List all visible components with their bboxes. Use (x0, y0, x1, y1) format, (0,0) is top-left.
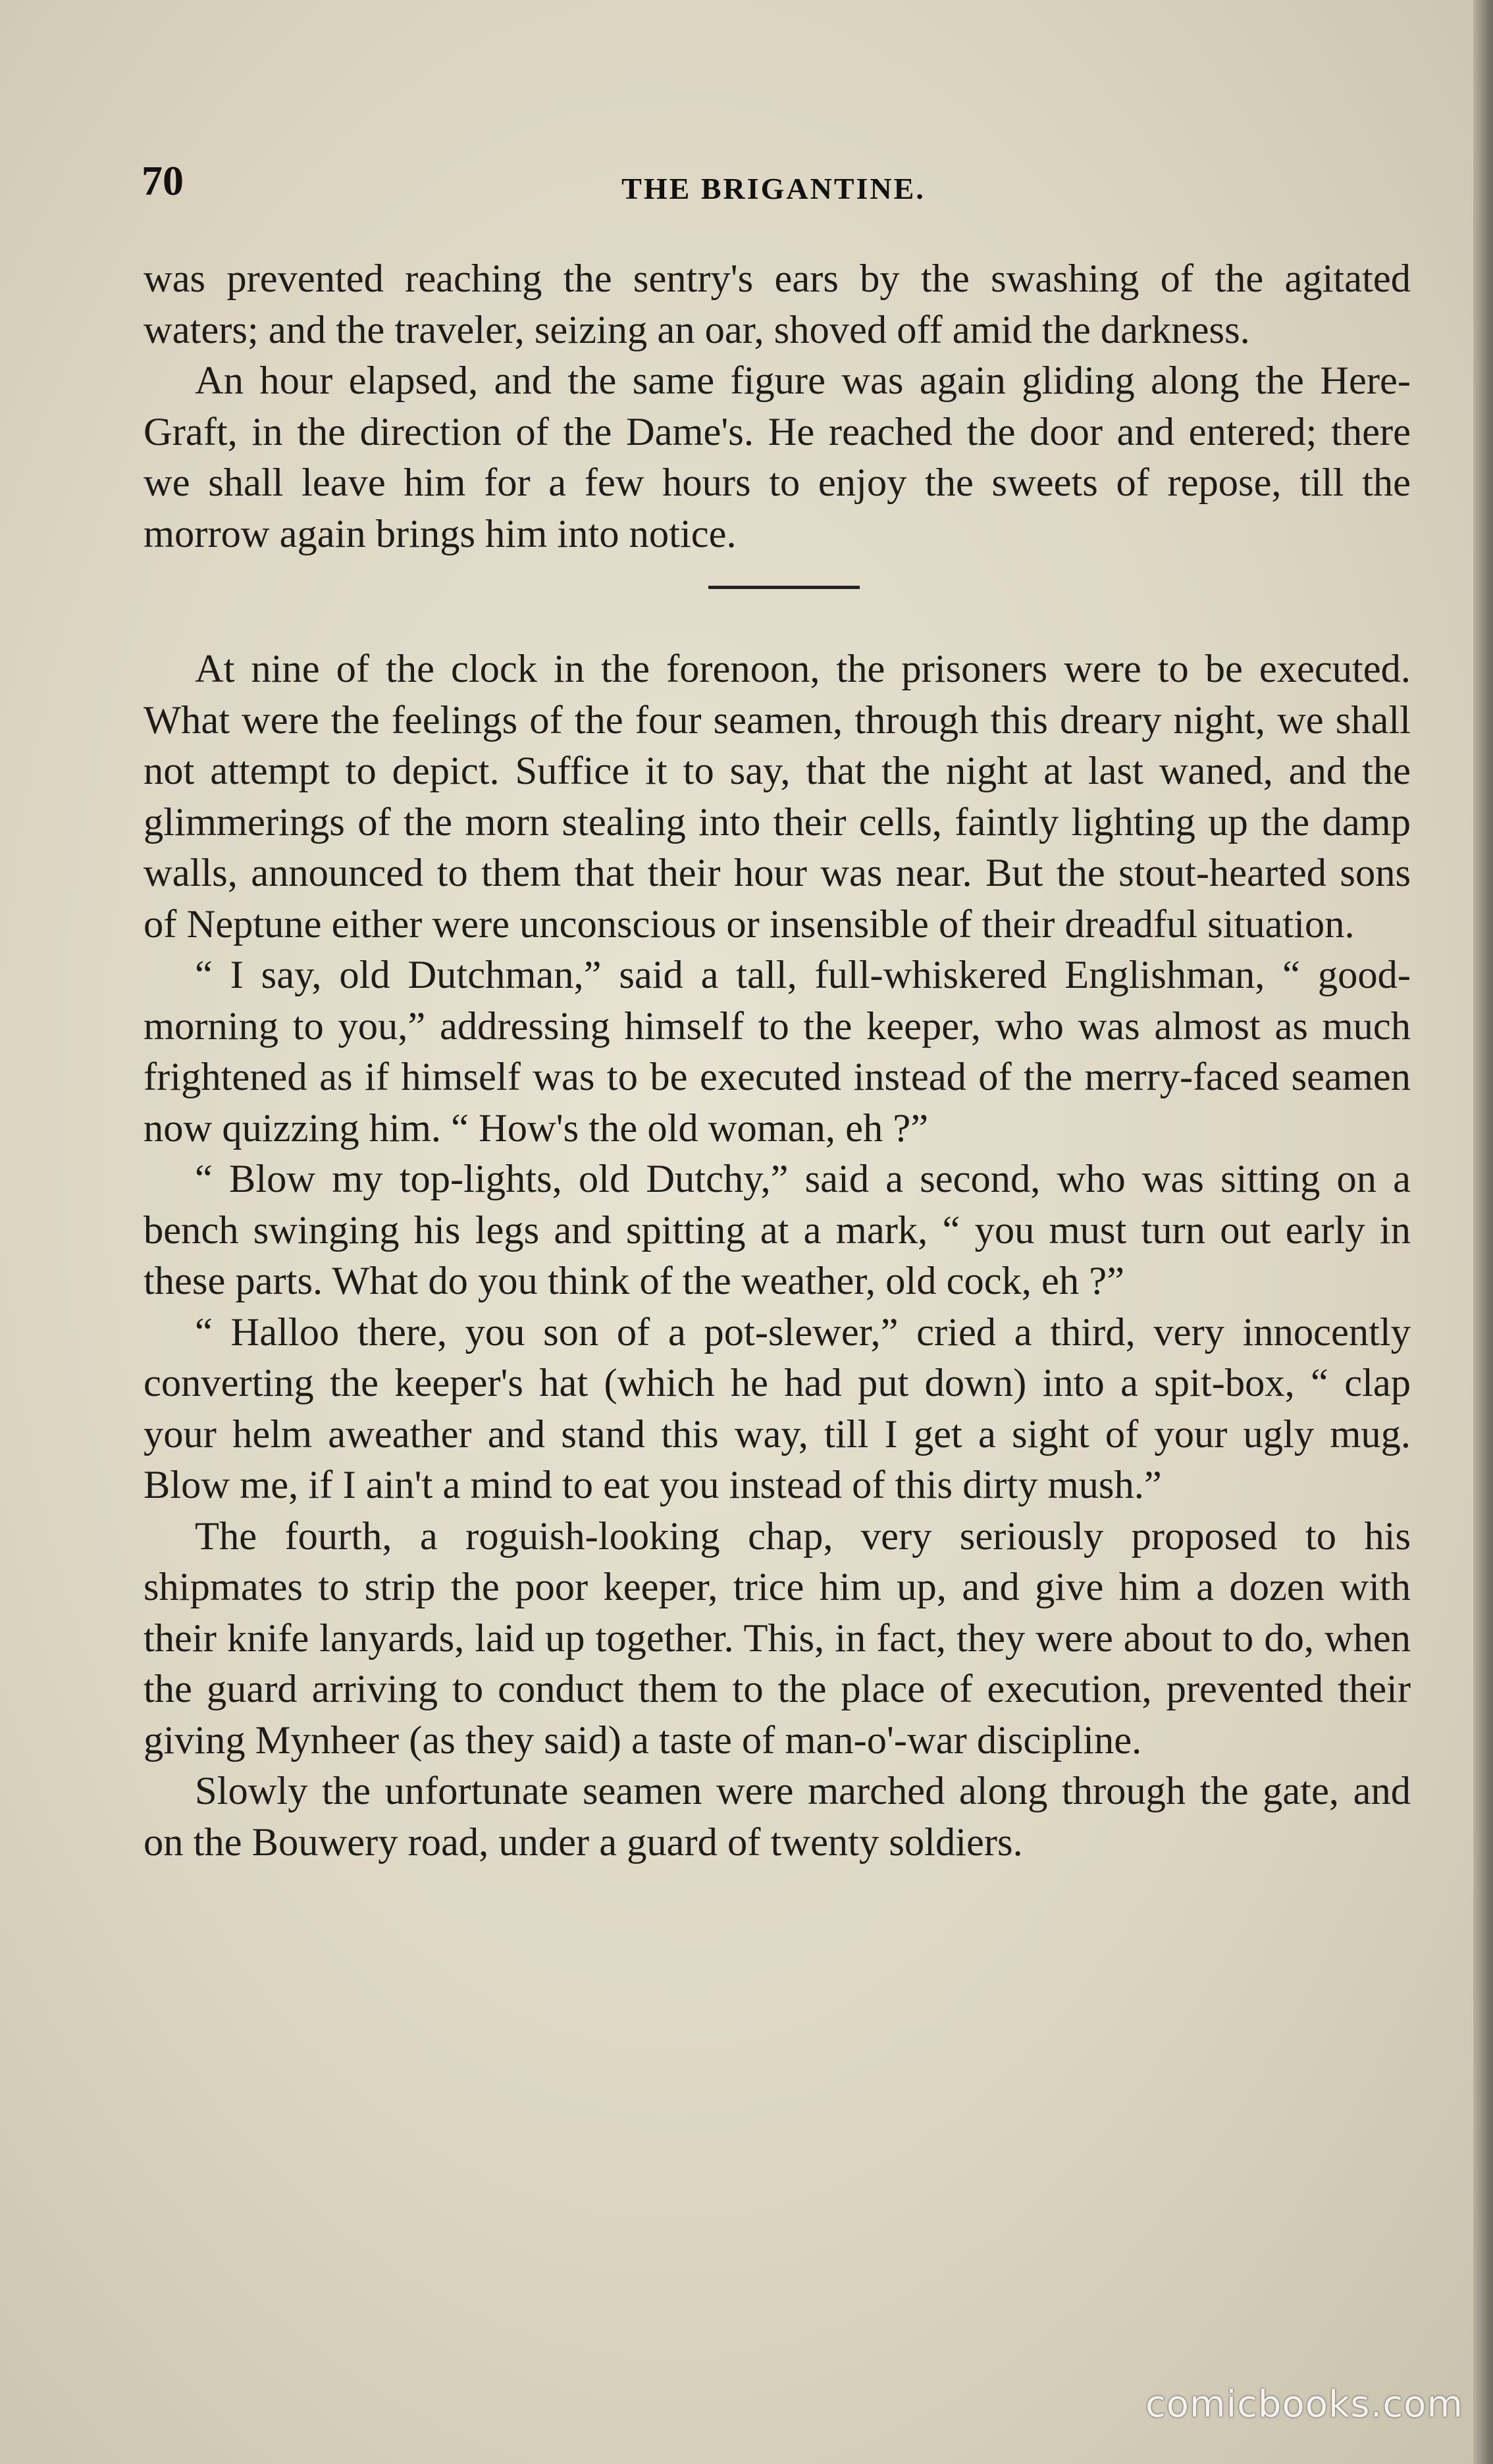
paragraph: The fourth, a roguish-looking chap, very seriously proposed to his shipmates to strip the poor keeper, trice him up, and give him a dozen with their knife lanyards, laid up together. This, in fact, they were about to do, when the guard arriving to conduct them to the place of execution, prevented their giving Mynheer (as they said) a taste of man-o'-war discipline. (144, 1514, 1411, 1762)
paragraph: “ Blow my top-lights, old Dutchy,” said a second, who was sitting on a bench swinging his legs and spitting at a mark, “ you must turn out early in these parts. What do you think of the weather, old cock, eh ?” (144, 1157, 1411, 1303)
paragraph: Slowly the unfortunate seamen were marched along through the gate, and on the Bouwery road, under a guard of twenty soldiers. (144, 1769, 1411, 1864)
paragraph-continuation: was prevented reaching the sentry's ears by the swashing of the agitated waters; and the traveler, seizing an oar, shoved off amid the darkness. (144, 257, 1411, 352)
paragraph: “ Halloo there, you son of a pot-slewer,” cried a third, very innocently converting the keeper's hat (which he had put down) into a spit-box, “ clap your helm aweather and stand this way, till I get a sight of your ugly mug. Blow me, if I ain't a mind to eat you instead of this dirty mush.” (144, 1310, 1411, 1507)
paragraph: “ I say, old Dutchman,” said a tall, full-whiskered Englishman, “ good-morning to you,” addressing himself to the keeper, who was almost as much frightened as if himself was to be executed instead of the merry-faced seamen now quizzing him. “ How's the old woman, eh ?” (144, 953, 1411, 1150)
body-text (144, 253, 1411, 1868)
paragraph: At nine of the clock in the forenoon, the prisoners were to be executed. What were the feelings of the four seamen, through this dreary night, we shall not attempt to depict. Suffice it to say, that the night at last waned, and the glimmerings of the morn stealing into their cells, faintly lighting up the damp walls, announced to them that their hour was near. But the stout-hearted sons of Neptune either were unconscious or insensible of their dreadful situation. (144, 647, 1411, 946)
section-divider (708, 586, 860, 589)
page-header (142, 157, 1405, 209)
watermark: comicbooks.com (1145, 2383, 1463, 2426)
running-head: THE BRIGANTINE. (621, 172, 926, 205)
page-edge-shadow (1473, 0, 1493, 2464)
page-number: 70 (142, 157, 184, 204)
paragraph: An hour elapsed, and the same figure was again gliding along the Here-Graft, in the direction of the Dame's. He reached the door and entered; there we shall leave him for a few hours to enjoy the sweets of repose, till the morrow again brings him into notice. (144, 359, 1411, 556)
